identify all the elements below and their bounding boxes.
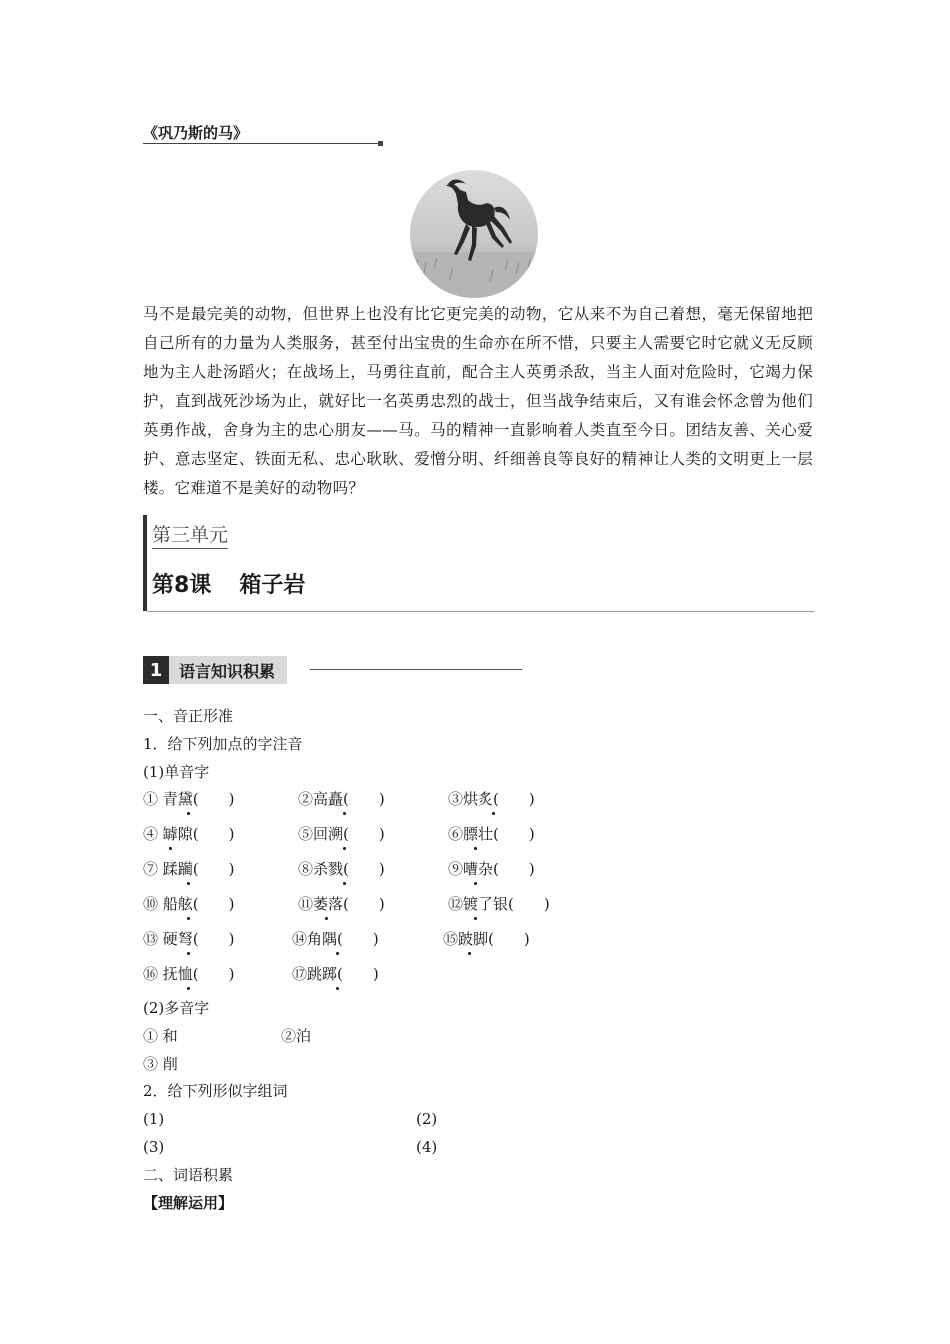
char-item-17: ⑰跳踯( ) <box>292 965 379 983</box>
lesson-number: 第8课 <box>152 573 212 598</box>
unit-divider <box>147 611 814 612</box>
title-underline-end <box>378 141 383 146</box>
lesson-title <box>152 568 333 599</box>
char-item-9: ⑨嘈杂( ) <box>448 860 535 878</box>
q2-item-3: (3) <box>143 1138 165 1156</box>
question-1: 1．给下列加点的字注音 <box>143 735 303 753</box>
unit-label: 第三单元 <box>152 520 228 549</box>
char-item-16: ⑯ 抚恤( ) <box>143 965 235 983</box>
q2-item-4: (4) <box>416 1138 438 1156</box>
unit-side-bar <box>143 515 147 611</box>
heading-1: 一、音正形准 <box>143 707 234 725</box>
multi-char-1: ① 和 <box>143 1027 178 1045</box>
char-item-1: ① 青黛( ) <box>143 790 235 808</box>
char-item-6: ⑥膘壮( ) <box>448 825 535 843</box>
char-item-11: ⑪萎落( ) <box>298 895 385 913</box>
section-number: 1 <box>143 656 169 684</box>
multi-char-3: ③ 削 <box>143 1055 178 1073</box>
intro-paragraph: 马不是最完美的动物，但世界上也没有比它更完美的动物，它从来不为自己着想，毫无保留地把自己所有的力量为人类服务，甚至付出宝贵的生命亦在所不惜，只要主人需要它时它就义无反顾地为主人赴汤蹈火；在战场上，马勇往直前，配合主人英勇杀敌，当主人面对危险时，它竭力保护，直到战死沙场为止，就好比一名英勇忠烈的战士，但当战争结束后，又有谁会怀念曾为他们英勇作战，舍身为主的忠心朋友——马。马的精神一直影响着人类直至今日。团结友善、关心爱护、意志坚定、铁面无私、忠心耿耿、爱憎分明、纤细善良等良好的精神让人类的文明更上一层楼。它难道不是美好的动物吗？ <box>143 305 813 497</box>
running-horse-photo <box>410 170 538 298</box>
multi-char-2: ②泊 <box>281 1027 312 1045</box>
char-item-13: ⑬ 硬弩( ) <box>143 930 235 948</box>
char-item-14: ⑭角隅( ) <box>292 930 379 948</box>
section-divider <box>310 669 522 670</box>
char-item-15: ⑮跛脚( ) <box>443 930 530 948</box>
char-item-12: ⑫镀了银( ) <box>448 895 550 913</box>
question-1-sub-1: (1)单音字 <box>143 763 210 781</box>
char-item-2: ②高矗( ) <box>298 790 385 808</box>
char-item-3: ③烘炙( ) <box>448 790 535 808</box>
lesson-name: 箱子岩 <box>239 573 306 598</box>
section-name: 语言知识积累 <box>169 656 287 684</box>
question-2: 2．给下列形似字组词 <box>143 1082 288 1100</box>
apply-label: 【理解运用】 <box>143 1194 234 1212</box>
reading-title: 《巩乃斯的马》 <box>143 124 249 142</box>
q2-item-2: (2) <box>416 1110 438 1128</box>
char-item-8: ⑧杀戮( ) <box>298 860 385 878</box>
char-item-7: ⑦ 蹂躏( ) <box>143 860 235 878</box>
question-1-sub-2: (2)多音字 <box>143 999 210 1017</box>
heading-2: 二、词语积累 <box>143 1166 234 1184</box>
char-item-10: ⑩ 船舷( ) <box>143 895 235 913</box>
q2-item-1: (1) <box>143 1110 165 1128</box>
title-underline <box>143 143 380 144</box>
char-item-5: ⑤回溯( ) <box>298 825 385 843</box>
char-item-4: ④ 罅隙( ) <box>143 825 235 843</box>
section-badge <box>143 656 287 684</box>
